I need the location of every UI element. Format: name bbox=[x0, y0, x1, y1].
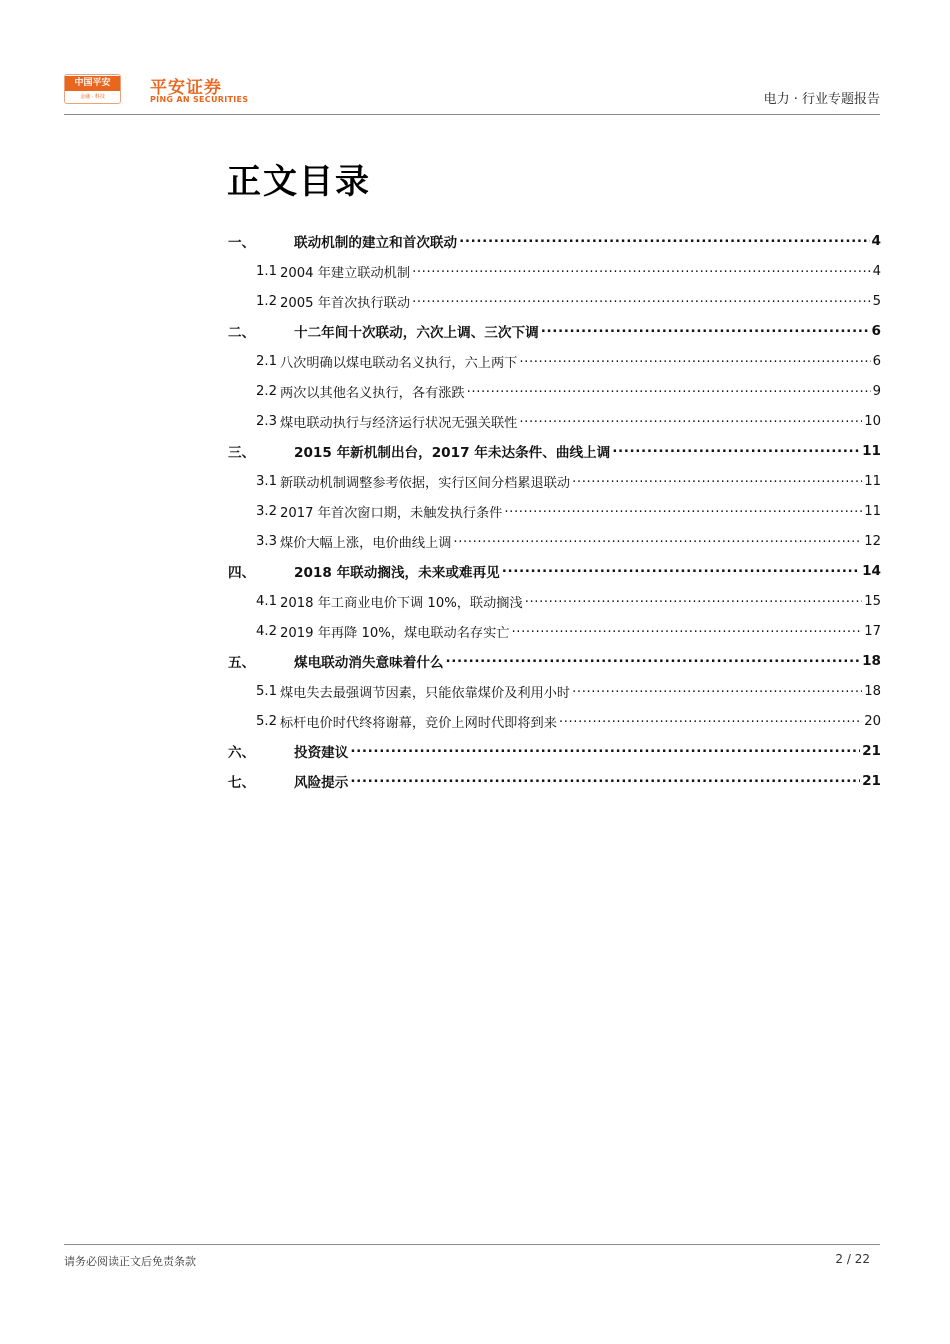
toc-number: 4.1 bbox=[256, 593, 277, 609]
toc-entry[interactable] bbox=[228, 706, 881, 736]
toc-label: 联动机制的建立和首次联动 bbox=[294, 235, 458, 251]
toc-leader bbox=[541, 320, 870, 336]
toc-entry[interactable] bbox=[228, 226, 881, 256]
toc-entry[interactable] bbox=[228, 676, 881, 706]
toc-number: 二、 bbox=[228, 325, 256, 341]
toc-leader bbox=[559, 711, 862, 726]
toc-entry[interactable] bbox=[228, 316, 881, 346]
toc-label: 2015 年新机制出台，2017 年未达条件、曲线上调 bbox=[294, 445, 611, 461]
table-of-contents bbox=[228, 226, 881, 796]
toc-number: 5.2 bbox=[256, 713, 277, 729]
toc-page: 17 bbox=[864, 623, 881, 639]
toc-leader bbox=[519, 351, 870, 366]
toc-number: 5.1 bbox=[256, 683, 277, 699]
toc-entry[interactable] bbox=[228, 256, 881, 286]
toc-number: 一、 bbox=[228, 235, 256, 251]
toc-label: 两次以其他名义执行，各有涨跌 bbox=[279, 385, 465, 401]
toc-entry[interactable] bbox=[228, 376, 881, 406]
toc-label: 2018 年工商业电价下调 10%，联动搁浅 bbox=[279, 595, 523, 611]
toc-leader bbox=[572, 681, 862, 696]
toc-leader bbox=[453, 531, 862, 546]
toc-number: 三、 bbox=[228, 445, 256, 461]
toc-leader bbox=[459, 230, 869, 246]
toc-entry[interactable] bbox=[228, 616, 881, 646]
toc-leader bbox=[446, 650, 861, 666]
toc-entry[interactable] bbox=[228, 466, 881, 496]
toc-entry[interactable] bbox=[228, 286, 881, 316]
toc-page: 14 bbox=[862, 563, 881, 579]
toc-entry[interactable] bbox=[228, 736, 881, 766]
toc-label: 2004 年建立联动机制 bbox=[279, 265, 411, 281]
toc-page: 12 bbox=[864, 533, 881, 549]
toc-number: 五、 bbox=[228, 655, 256, 671]
toc-page: 21 bbox=[862, 773, 881, 789]
toc-page: 5 bbox=[872, 293, 881, 309]
toc-entry[interactable] bbox=[228, 556, 881, 586]
toc-label: 煤电失去最强调节因素，只能依靠煤价及利用小时 bbox=[279, 685, 571, 701]
toc-number: 七、 bbox=[228, 775, 256, 791]
toc-label: 煤电联动执行与经济运行状况无强关联性 bbox=[279, 415, 518, 431]
pingan-logo-icon bbox=[64, 74, 121, 104]
toc-label: 2005 年首次执行联动 bbox=[279, 295, 411, 311]
toc-label: 2017 年首次窗口期，未触发执行条件 bbox=[279, 505, 503, 521]
brand-name-en: PING AN SECURITIES bbox=[150, 95, 249, 104]
toc-leader bbox=[504, 501, 862, 516]
toc-number: 4.2 bbox=[256, 623, 277, 639]
toc-label: 标杆电价时代终将谢幕，竞价上网时代即将到来 bbox=[279, 715, 557, 731]
toc-label: 2019 年再降 10%，煤电联动名存实亡 bbox=[279, 625, 510, 641]
toc-entry[interactable] bbox=[228, 646, 881, 676]
toc-entry[interactable] bbox=[228, 766, 881, 796]
toc-page: 6 bbox=[871, 323, 881, 339]
toc-leader bbox=[512, 621, 863, 636]
toc-number: 2.2 bbox=[256, 383, 277, 399]
toc-page: 11 bbox=[864, 473, 881, 489]
brand-name-cn: 平安证券 bbox=[150, 78, 222, 98]
toc-entry[interactable] bbox=[228, 526, 881, 556]
toc-entry[interactable] bbox=[228, 586, 881, 616]
toc-number: 3.3 bbox=[256, 533, 277, 549]
toc-page: 10 bbox=[864, 413, 881, 429]
toc-number: 3.2 bbox=[256, 503, 277, 519]
toc-number: 3.1 bbox=[256, 473, 277, 489]
toc-number: 四、 bbox=[228, 565, 256, 581]
toc-label: 新联动机制调整参考依据，实行区间分档累退联动 bbox=[279, 475, 571, 491]
toc-leader bbox=[502, 560, 860, 576]
toc-label: 煤价大幅上涨，电价曲线上调 bbox=[279, 535, 452, 551]
footer-disclaimer: 请务必阅读正文后免责条款 bbox=[64, 1255, 196, 1268]
toc-leader bbox=[519, 411, 862, 426]
toc-leader bbox=[572, 471, 862, 486]
toc-label: 投资建议 bbox=[294, 745, 349, 761]
toc-leader bbox=[525, 591, 863, 606]
page-number: 2 / 22 bbox=[835, 1252, 870, 1266]
footer-divider bbox=[64, 1244, 880, 1245]
toc-page: 4 bbox=[871, 233, 881, 249]
toc-label: 风险提示 bbox=[294, 775, 349, 791]
toc-number: 2.1 bbox=[256, 353, 277, 369]
page-title: 正文目录 bbox=[227, 162, 371, 202]
toc-leader bbox=[350, 770, 860, 786]
toc-entry[interactable] bbox=[228, 436, 881, 466]
toc-number: 1.2 bbox=[256, 293, 277, 309]
toc-page: 11 bbox=[864, 503, 881, 519]
toc-page: 18 bbox=[864, 683, 881, 699]
toc-page: 20 bbox=[864, 713, 881, 729]
toc-page: 15 bbox=[864, 593, 881, 609]
logo-bottom-text: 金融 · 科技 bbox=[80, 94, 105, 100]
toc-label: 煤电联动消失意味着什么 bbox=[294, 655, 444, 671]
toc-entry[interactable] bbox=[228, 496, 881, 526]
toc-entry[interactable] bbox=[228, 346, 881, 376]
toc-leader bbox=[467, 381, 871, 396]
toc-number: 1.1 bbox=[256, 263, 277, 279]
toc-page: 6 bbox=[872, 353, 881, 369]
toc-leader bbox=[412, 291, 871, 306]
toc-page: 21 bbox=[862, 743, 881, 759]
toc-label: 2018 年联动搁浅，未来或难再见 bbox=[294, 565, 500, 581]
toc-number: 2.3 bbox=[256, 413, 277, 429]
page-header bbox=[64, 66, 880, 112]
toc-page: 18 bbox=[862, 653, 881, 669]
toc-label: 八次明确以煤电联动名义执行，六上两下 bbox=[279, 355, 518, 371]
header-divider bbox=[64, 114, 880, 115]
toc-entry[interactable] bbox=[228, 406, 881, 436]
report-type: 电力 · 行业专题报告 bbox=[763, 92, 880, 107]
logo-top-text: 中国平安 bbox=[65, 76, 120, 91]
toc-page: 9 bbox=[872, 383, 881, 399]
toc-page: 4 bbox=[872, 263, 881, 279]
toc-leader bbox=[612, 440, 860, 456]
toc-label: 十二年间十次联动，六次上调、三次下调 bbox=[294, 325, 539, 341]
toc-leader bbox=[412, 261, 871, 276]
toc-page: 11 bbox=[862, 443, 881, 459]
toc-number: 六、 bbox=[228, 745, 256, 761]
toc-leader bbox=[350, 740, 860, 756]
